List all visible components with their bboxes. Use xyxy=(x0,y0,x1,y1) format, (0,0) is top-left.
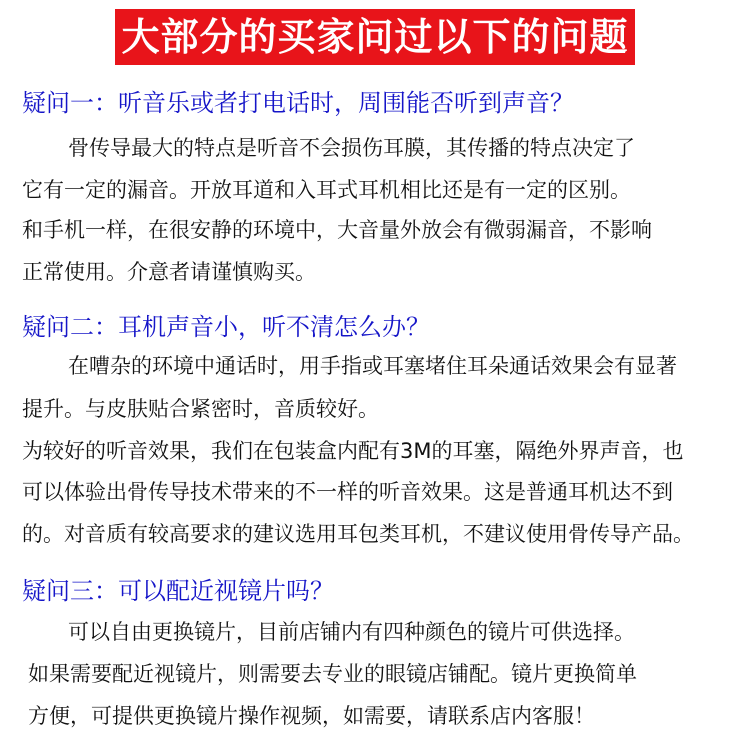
answer-1-line-3: 和手机一样，在很安静的环境中，大音量外放会有微弱漏音，不影响 xyxy=(22,218,652,242)
header-banner: 大部分的买家问过以下的问题 xyxy=(115,9,635,65)
answer-2-line-3: 为较好的听音效果，我们在包装盒内配有3M的耳塞，隔绝外界声音，也 xyxy=(22,439,684,463)
answer-3-line-2: 如果需要配近视镜片，则需要去专业的眼镜店铺配。镜片更换简单 xyxy=(28,662,637,686)
answer-1-line-1: 骨传导最大的特点是听音不会损伤耳膜，其传播的特点决定了 xyxy=(68,136,635,160)
answer-2-line-4: 可以体验出骨传导技术带来的不一样的听音效果。这是普通耳机达不到 xyxy=(22,480,673,504)
question-2-heading: 疑问二：耳机声音小，听不清怎么办？ xyxy=(22,313,430,341)
question-3-heading: 疑问三：可以配近视镜片吗？ xyxy=(22,577,334,605)
answer-1-line-2: 它有一定的漏音。开放耳道和入耳式耳机相比还是有一定的区别。 xyxy=(22,178,631,202)
answer-3-line-1: 可以自由更换镜片，目前店铺内有四种颜色的镜片可供选择。 xyxy=(68,620,635,644)
answer-1-line-4: 正常使用。介意者请谨慎购买。 xyxy=(22,260,316,284)
question-1-heading: 疑问一：听音乐或者打电话时，周围能否听到声音？ xyxy=(22,89,574,117)
answer-2-line-5: 的。对音质有较高要求的建议选用耳包类耳机，不建议使用骨传导产品。 xyxy=(22,522,694,546)
answer-2-line-1: 在嘈杂的环境中通话时，用手指或耳塞堵住耳朵通话效果会有显著 xyxy=(68,354,677,378)
answer-3-line-3: 方便，可提供更换镜片操作视频，如需要，请联系店内客服！ xyxy=(28,704,595,728)
answer-2-line-2: 提升。与皮肤贴合紧密时，音质较好。 xyxy=(22,397,379,421)
